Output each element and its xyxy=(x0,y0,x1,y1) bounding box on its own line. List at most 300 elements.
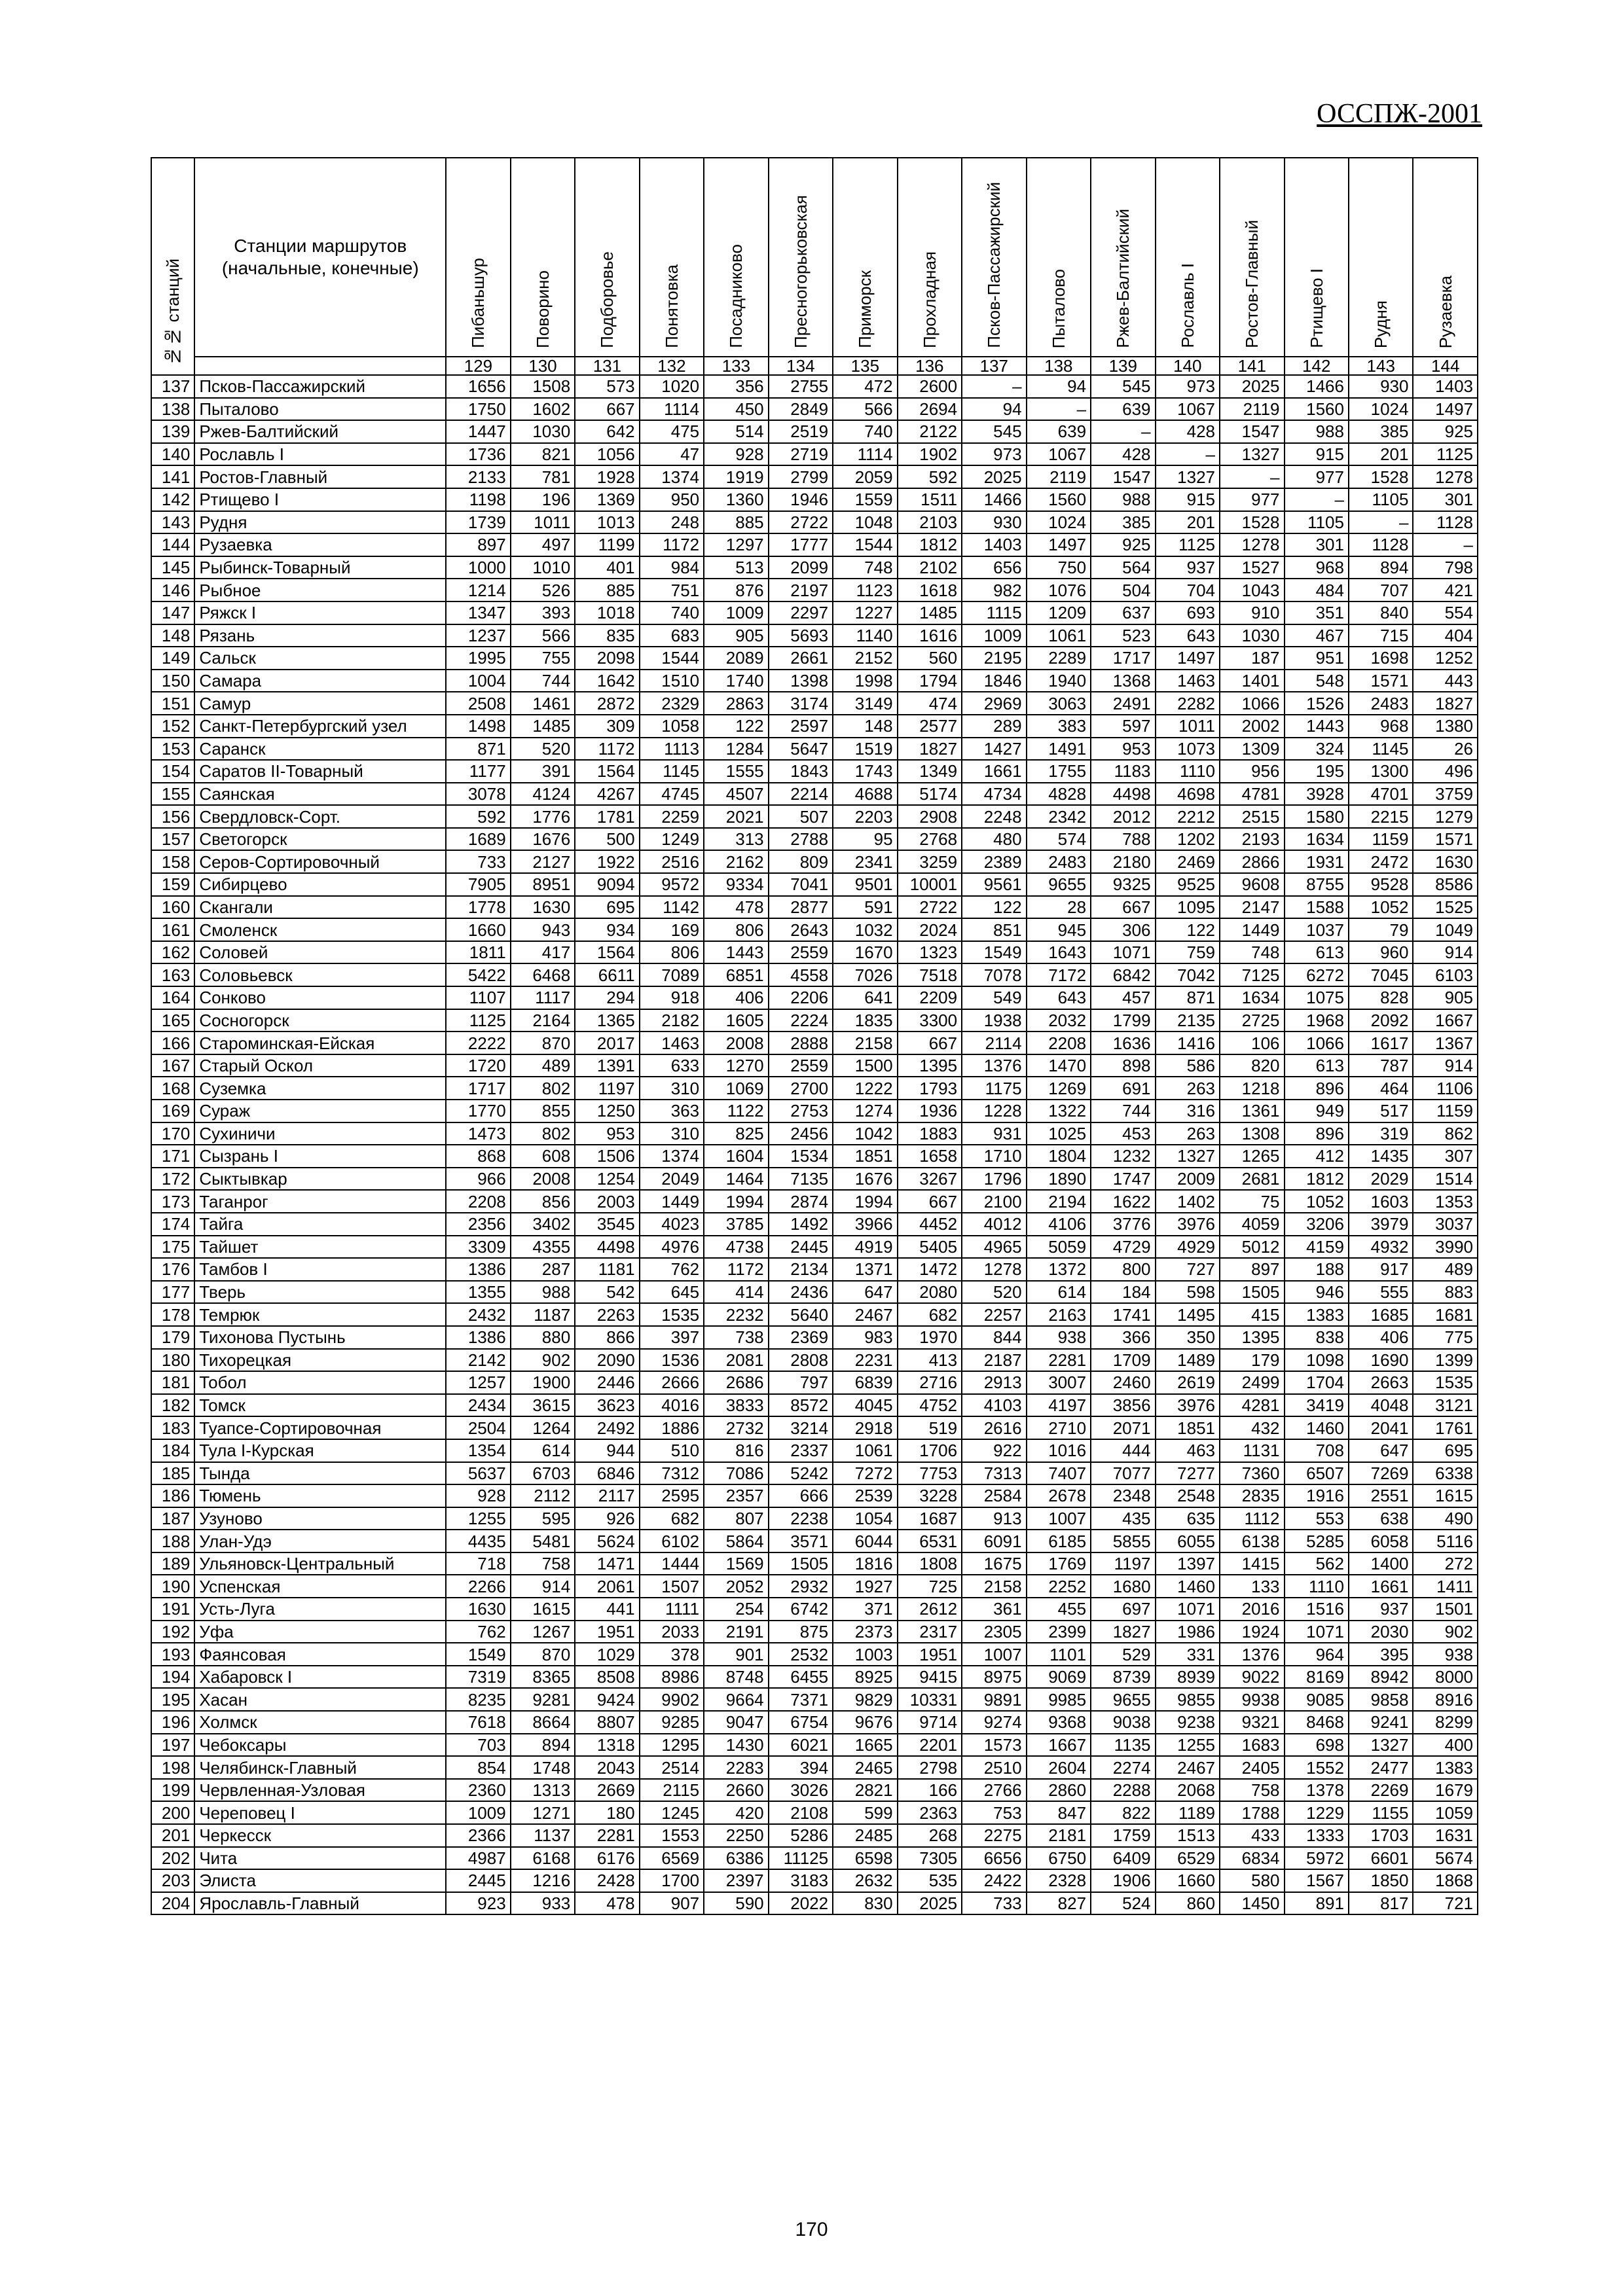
distance-cell: 9038 xyxy=(1091,1711,1155,1734)
distance-cell: 248 xyxy=(640,511,704,534)
distance-cell: 9608 xyxy=(1220,873,1284,896)
distance-cell: 2016 xyxy=(1220,1598,1284,1621)
distance-cell: 1322 xyxy=(1027,1100,1091,1122)
distance-cell: 1700 xyxy=(640,1869,704,1892)
distance-cell: 201 xyxy=(1349,443,1413,466)
distance-cell: 1547 xyxy=(1091,465,1155,488)
distance-cell: 817 xyxy=(1349,1892,1413,1915)
distance-cell: 2373 xyxy=(833,1621,897,1643)
distance-cell: 4498 xyxy=(575,1236,639,1259)
distance-cell: 1142 xyxy=(640,896,704,919)
distance-cell: 6851 xyxy=(704,963,768,986)
distance-cell: 2135 xyxy=(1156,1009,1220,1032)
distance-cell: 973 xyxy=(1156,375,1220,398)
distance-cell: 1295 xyxy=(640,1734,704,1757)
distance-cell: 1739 xyxy=(446,511,510,534)
table-row xyxy=(151,1507,1478,1530)
distance-cell: 1222 xyxy=(833,1077,897,1100)
distance-cell: 268 xyxy=(898,1824,962,1847)
distance-cell: 1043 xyxy=(1220,579,1284,601)
distance-cell: 1004 xyxy=(446,670,510,692)
table-row xyxy=(151,601,1478,624)
distance-cell: 2577 xyxy=(898,715,962,738)
station-number: 186 xyxy=(151,1484,194,1507)
distance-cell: 1656 xyxy=(446,375,510,398)
distance-cell: 2274 xyxy=(1091,1756,1155,1779)
distance-cell: 2281 xyxy=(1027,1349,1091,1372)
table-row xyxy=(151,1552,1478,1575)
station-name: Соловьевск xyxy=(194,963,446,986)
distance-cell: 966 xyxy=(446,1168,510,1191)
document-code: ОССПЖ-2001 xyxy=(1317,99,1482,129)
distance-cell: 807 xyxy=(704,1507,768,1530)
distance-cell: 523 xyxy=(1091,624,1155,647)
station-name: Таганрог xyxy=(194,1190,446,1213)
distance-cell: 1347 xyxy=(446,601,510,624)
distance-cell: 6846 xyxy=(575,1462,639,1485)
column-header: Приморск xyxy=(833,158,897,357)
distance-cell: 727 xyxy=(1156,1258,1220,1281)
distance-cell: 1527 xyxy=(1220,556,1284,579)
distance-cell: 753 xyxy=(962,1801,1026,1824)
distance-cell: 1198 xyxy=(446,488,510,511)
distance-cell: 683 xyxy=(640,624,704,647)
station-name: Рыбинск-Товарный xyxy=(194,556,446,579)
distance-cell: 1555 xyxy=(704,760,768,783)
distance-cell: 1497 xyxy=(1156,647,1220,670)
distance-cell: 1274 xyxy=(833,1100,897,1122)
distance-cell: 9368 xyxy=(1027,1711,1091,1734)
station-name: Черкесск xyxy=(194,1824,446,1847)
distance-cell: 1680 xyxy=(1091,1575,1155,1598)
distance-cell: 4159 xyxy=(1285,1236,1349,1259)
column-header: Подборовье xyxy=(575,158,639,357)
distance-cell: 1383 xyxy=(1285,1303,1349,1326)
distance-cell: 2485 xyxy=(833,1824,897,1847)
table-row xyxy=(151,715,1478,738)
distance-cell: 1071 xyxy=(1091,941,1155,964)
distance-cell: 918 xyxy=(640,986,704,1009)
distance-cell: 1327 xyxy=(1349,1734,1413,1757)
distance-cell: 9664 xyxy=(704,1688,768,1711)
station-name: Псков-Пассажирский xyxy=(194,375,446,398)
distance-cell: 1368 xyxy=(1091,670,1155,692)
distance-cell: 937 xyxy=(1156,556,1220,579)
distance-cell: 1497 xyxy=(1027,533,1091,556)
distance-cell: 1075 xyxy=(1285,986,1349,1009)
distance-cell: 474 xyxy=(898,692,962,715)
distance-cell: 1183 xyxy=(1091,760,1155,783)
distance-cell: 1115 xyxy=(962,601,1026,624)
distance-cell: 2252 xyxy=(1027,1575,1091,1598)
distance-cell: 1890 xyxy=(1027,1168,1091,1191)
distance-cell: 6507 xyxy=(1285,1462,1349,1485)
station-name: Фаянсовая xyxy=(194,1643,446,1666)
table-row xyxy=(151,986,1478,1009)
distance-cell: 489 xyxy=(511,1054,575,1077)
station-name: Староминская-Ейская xyxy=(194,1031,446,1054)
distance-cell: 2041 xyxy=(1349,1416,1413,1439)
distance-cell: 453 xyxy=(1091,1122,1155,1145)
distance-cell: 545 xyxy=(1091,375,1155,398)
station-number: 201 xyxy=(151,1824,194,1847)
distance-cell: 2282 xyxy=(1156,692,1220,715)
distance-cell: 1058 xyxy=(640,715,704,738)
distance-cell: 5855 xyxy=(1091,1530,1155,1552)
distance-cell: 5624 xyxy=(575,1530,639,1552)
station-number: 202 xyxy=(151,1847,194,1870)
distance-cell: 821 xyxy=(511,443,575,466)
distance-cell: 2483 xyxy=(1027,850,1091,873)
distance-cell: 4023 xyxy=(640,1213,704,1236)
distance-cell: 1313 xyxy=(511,1779,575,1802)
distance-cell: 1123 xyxy=(833,579,897,601)
distance-cell: 2305 xyxy=(962,1621,1026,1643)
distance-cell: 639 xyxy=(1091,398,1155,421)
distance-cell: 2328 xyxy=(1027,1869,1091,1892)
distance-cell: – xyxy=(1156,443,1220,466)
distance-cell: 950 xyxy=(640,488,704,511)
distance-cell: 3833 xyxy=(704,1394,768,1417)
distance-cell: 435 xyxy=(1091,1507,1155,1530)
distance-cell: 1450 xyxy=(1220,1892,1284,1915)
distance-cell: 2122 xyxy=(898,420,962,443)
station-name: Сызрань I xyxy=(194,1145,446,1168)
distance-cell: 1661 xyxy=(1349,1575,1413,1598)
distance-cell: 1794 xyxy=(898,670,962,692)
distance-cell: 7312 xyxy=(640,1462,704,1485)
distance-cell: 1827 xyxy=(1091,1621,1155,1643)
distance-cell: 2663 xyxy=(1349,1371,1413,1394)
distance-cell: 457 xyxy=(1091,986,1155,1009)
distance-cell: 1472 xyxy=(898,1258,962,1281)
distance-cell: 2661 xyxy=(769,647,833,670)
distance-cell: 1736 xyxy=(446,443,510,466)
distance-cell: 2508 xyxy=(446,692,510,715)
distance-cell: 1059 xyxy=(1413,1801,1478,1824)
distance-cell: 2369 xyxy=(769,1326,833,1349)
distance-cell: 2356 xyxy=(446,1213,510,1236)
distance-cell: 413 xyxy=(898,1349,962,1372)
distance-cell: 2768 xyxy=(898,828,962,851)
distance-cell: 1507 xyxy=(640,1575,704,1598)
distance-cell: 9858 xyxy=(1349,1688,1413,1711)
distance-cell: 1197 xyxy=(575,1077,639,1100)
distance-cell: 682 xyxy=(640,1507,704,1530)
distance-cell: 1571 xyxy=(1413,828,1478,851)
distance-cell: 953 xyxy=(1091,738,1155,761)
station-name: Старый Оскол xyxy=(194,1054,446,1077)
distance-cell: 2022 xyxy=(769,1892,833,1915)
distance-cell: 2483 xyxy=(1349,692,1413,715)
distance-cell: 2002 xyxy=(1220,715,1284,738)
distance-cell: 703 xyxy=(446,1734,510,1757)
distance-cell: 937 xyxy=(1349,1598,1413,1621)
distance-cell: 7125 xyxy=(1220,963,1284,986)
distance-cell: 1497 xyxy=(1413,398,1478,421)
distance-cell: 922 xyxy=(962,1439,1026,1462)
distance-cell: 2222 xyxy=(446,1031,510,1054)
column-header: Пибаньшур xyxy=(446,158,510,357)
distance-cell: 2519 xyxy=(769,420,833,443)
distance-cell: 1228 xyxy=(962,1100,1026,1122)
distance-cell: 787 xyxy=(1349,1054,1413,1077)
distance-cell: 2510 xyxy=(962,1756,1026,1779)
distance-cell: 1252 xyxy=(1413,647,1478,670)
distance-cell: 1010 xyxy=(511,556,575,579)
distance-cell: 798 xyxy=(1413,556,1478,579)
distance-cell: 1750 xyxy=(446,398,510,421)
distance-cell: 450 xyxy=(704,398,768,421)
table-row xyxy=(151,918,1478,941)
station-number: 171 xyxy=(151,1145,194,1168)
column-code: 135 xyxy=(833,357,897,375)
distance-cell: 5242 xyxy=(769,1462,833,1485)
column-code-spacer xyxy=(194,357,446,375)
distance-cell: 500 xyxy=(575,828,639,851)
distance-cell: 397 xyxy=(640,1326,704,1349)
distance-cell: 1444 xyxy=(640,1552,704,1575)
station-name: Пыталово xyxy=(194,398,446,421)
distance-cell: – xyxy=(1027,398,1091,421)
distance-cell: 2248 xyxy=(962,805,1026,828)
distance-cell: 8939 xyxy=(1156,1666,1220,1689)
distance-cell: 4558 xyxy=(769,963,833,986)
station-name: Сухиничи xyxy=(194,1122,446,1145)
distance-cell: 580 xyxy=(1220,1869,1284,1892)
distance-cell: 973 xyxy=(962,443,1026,466)
distance-cell: 1851 xyxy=(1156,1416,1220,1439)
distance-cell: 914 xyxy=(1413,941,1478,964)
distance-cell: 1690 xyxy=(1349,1349,1413,1372)
distance-cell: 2660 xyxy=(704,1779,768,1802)
distance-cell: 691 xyxy=(1091,1077,1155,1100)
distance-cell: 868 xyxy=(446,1145,510,1168)
distance-cell: 1309 xyxy=(1220,738,1284,761)
distance-cell: 553 xyxy=(1285,1507,1349,1530)
distance-cell: 1676 xyxy=(833,1168,897,1191)
distance-cell: 1128 xyxy=(1413,511,1478,534)
distance-cell: 188 xyxy=(1285,1258,1349,1281)
distance-cell: 2008 xyxy=(511,1168,575,1191)
distance-cell: 1667 xyxy=(1027,1734,1091,1757)
distance-cell: 5285 xyxy=(1285,1530,1349,1552)
station-number: 162 xyxy=(151,941,194,964)
station-name: Тамбов I xyxy=(194,1258,446,1281)
distance-cell: 883 xyxy=(1413,1281,1478,1304)
distance-cell: 1485 xyxy=(898,601,962,624)
distance-cell: 2467 xyxy=(833,1303,897,1326)
distance-cell: 2835 xyxy=(1220,1484,1284,1507)
distance-cell: 2206 xyxy=(769,986,833,1009)
station-number: 150 xyxy=(151,670,194,692)
station-name: Томск xyxy=(194,1394,446,1417)
distance-cell: 822 xyxy=(1091,1801,1155,1824)
distance-cell: 4059 xyxy=(1220,1213,1284,1236)
station-name: Сураж xyxy=(194,1100,446,1122)
distance-cell: 4965 xyxy=(962,1236,1026,1259)
distance-cell: 2515 xyxy=(1220,805,1284,828)
distance-cell: 1435 xyxy=(1349,1145,1413,1168)
distance-cell: 1361 xyxy=(1220,1100,1284,1122)
distance-cell: 2099 xyxy=(769,556,833,579)
distance-cell: 983 xyxy=(833,1326,897,1349)
distance-cell: 1634 xyxy=(1220,986,1284,1009)
distance-cell: 934 xyxy=(575,918,639,941)
distance-cell: 928 xyxy=(704,443,768,466)
distance-cell: 1371 xyxy=(833,1258,897,1281)
distance-cell: 744 xyxy=(1091,1100,1155,1122)
distance-cell: 6842 xyxy=(1091,963,1155,986)
distance-cell: 2329 xyxy=(640,692,704,715)
distance-cell: 180 xyxy=(575,1801,639,1824)
distance-cell: 1386 xyxy=(446,1258,510,1281)
distance-cell: 915 xyxy=(1285,443,1349,466)
distance-cell: 1500 xyxy=(833,1054,897,1077)
distance-cell: 520 xyxy=(962,1281,1026,1304)
distance-cell: 6021 xyxy=(769,1734,833,1757)
distance-cell: 977 xyxy=(1285,465,1349,488)
distance-cell: 496 xyxy=(1413,760,1478,783)
distance-cell: 7407 xyxy=(1027,1462,1091,1485)
station-number: 145 xyxy=(151,556,194,579)
distance-cell: 8975 xyxy=(962,1666,1026,1689)
distance-cell: 1461 xyxy=(511,692,575,715)
distance-cell: 3759 xyxy=(1413,783,1478,806)
distance-cell: 2163 xyxy=(1027,1303,1091,1326)
distance-cell: 2208 xyxy=(446,1190,510,1213)
distance-cell: 1278 xyxy=(1413,465,1478,488)
distance-cell: 7042 xyxy=(1156,963,1220,986)
distance-cell: 7172 xyxy=(1027,963,1091,986)
distance-cell: 510 xyxy=(640,1439,704,1462)
distance-cell: 3228 xyxy=(898,1484,962,1507)
distance-cell: 738 xyxy=(704,1326,768,1349)
distance-cell: 1535 xyxy=(640,1303,704,1326)
station-number: 160 xyxy=(151,896,194,919)
distance-cell: 2114 xyxy=(962,1031,1026,1054)
distance-cell: 2799 xyxy=(769,465,833,488)
table-row xyxy=(151,398,1478,421)
distance-cell: 8748 xyxy=(704,1666,768,1689)
distance-cell: 1209 xyxy=(1027,601,1091,624)
distance-cell: 8664 xyxy=(511,1711,575,1734)
distance-cell: 5693 xyxy=(769,624,833,647)
distance-cell: 847 xyxy=(1027,1801,1091,1824)
distance-cell: 7269 xyxy=(1349,1462,1413,1485)
station-number: 139 xyxy=(151,420,194,443)
distance-cell: 4435 xyxy=(446,1530,510,1552)
station-name: Рузаевка xyxy=(194,533,446,556)
distance-cell: 573 xyxy=(575,375,639,398)
distance-cell: 3309 xyxy=(446,1236,510,1259)
distance-cell: 201 xyxy=(1156,511,1220,534)
distance-cell: 1970 xyxy=(898,1326,962,1349)
station-name: Рудня xyxy=(194,511,446,534)
table-row xyxy=(151,1734,1478,1757)
distance-cell: 7753 xyxy=(898,1462,962,1485)
distance-cell: 2269 xyxy=(1349,1779,1413,1802)
distance-cell: 524 xyxy=(1091,1892,1155,1915)
distance-cell: 1919 xyxy=(704,465,768,488)
station-name: Хабаровск I xyxy=(194,1666,446,1689)
distance-cell: 395 xyxy=(1349,1643,1413,1666)
station-name: Хасан xyxy=(194,1688,446,1711)
distance-cell: 2090 xyxy=(575,1349,639,1372)
distance-cell: 306 xyxy=(1091,918,1155,941)
distance-cell: 914 xyxy=(1413,1054,1478,1077)
table-row xyxy=(151,1213,1478,1236)
distance-cell: 331 xyxy=(1156,1643,1220,1666)
distance-cell: 9274 xyxy=(962,1711,1026,1734)
column-header: Прохладная xyxy=(898,158,962,357)
column-code: 130 xyxy=(511,357,575,375)
distance-cell: 463 xyxy=(1156,1439,1220,1462)
table-row xyxy=(151,1031,1478,1054)
distance-cell: 1391 xyxy=(575,1054,639,1077)
distance-cell: 166 xyxy=(898,1779,962,1802)
distance-cell: 554 xyxy=(1413,601,1478,624)
distance-cell: 7077 xyxy=(1091,1462,1155,1485)
distance-cell: 1508 xyxy=(511,375,575,398)
distance-cell: 1416 xyxy=(1156,1031,1220,1054)
distance-cell: 682 xyxy=(898,1303,962,1326)
distance-cell: 2725 xyxy=(1220,1009,1284,1032)
distance-cell: 4987 xyxy=(446,1847,510,1870)
distance-cell: 1257 xyxy=(446,1371,510,1394)
distance-cell: 926 xyxy=(575,1507,639,1530)
distance-cell: 1706 xyxy=(898,1439,962,1462)
station-number: 190 xyxy=(151,1575,194,1598)
distance-cell: 9829 xyxy=(833,1688,897,1711)
station-number: 180 xyxy=(151,1349,194,1372)
distance-cell: 1376 xyxy=(962,1054,1026,1077)
table-row xyxy=(151,1122,1478,1145)
distance-cell: 378 xyxy=(640,1643,704,1666)
distance-cell: 1642 xyxy=(575,670,639,692)
distance-cell: – xyxy=(962,375,1026,398)
distance-cell: 1850 xyxy=(1349,1869,1413,1892)
distance-cell: 1255 xyxy=(446,1507,510,1530)
table-row xyxy=(151,1349,1478,1372)
distance-cell: 4016 xyxy=(640,1394,704,1417)
distance-cell: 2275 xyxy=(962,1824,1026,1847)
distance-cell: 7078 xyxy=(962,963,1026,986)
table-row xyxy=(151,1801,1478,1824)
distance-cell: 287 xyxy=(511,1258,575,1281)
distance-cell: 1380 xyxy=(1413,715,1478,738)
distance-cell: 2009 xyxy=(1156,1168,1220,1191)
station-name: Рязань xyxy=(194,624,446,647)
distance-cell: 6656 xyxy=(962,1847,1026,1870)
distance-cell: 2434 xyxy=(446,1394,510,1417)
distance-cell: 1843 xyxy=(769,760,833,783)
distance-cell: 1443 xyxy=(1285,715,1349,738)
station-number: 195 xyxy=(151,1688,194,1711)
distance-cell: 2209 xyxy=(898,986,962,1009)
distance-cell: 356 xyxy=(704,375,768,398)
distance-cell: 871 xyxy=(1156,986,1220,1009)
distance-cell: 715 xyxy=(1349,624,1413,647)
distance-cell: 2821 xyxy=(833,1779,897,1802)
distance-cell: 1769 xyxy=(1027,1552,1091,1575)
distance-cell: 1278 xyxy=(962,1258,1026,1281)
distance-cell: 907 xyxy=(640,1892,704,1915)
distance-cell: 894 xyxy=(511,1734,575,1757)
station-name: Самур xyxy=(194,692,446,715)
distance-cell: 856 xyxy=(511,1190,575,1213)
distance-cell: 9415 xyxy=(898,1666,962,1689)
